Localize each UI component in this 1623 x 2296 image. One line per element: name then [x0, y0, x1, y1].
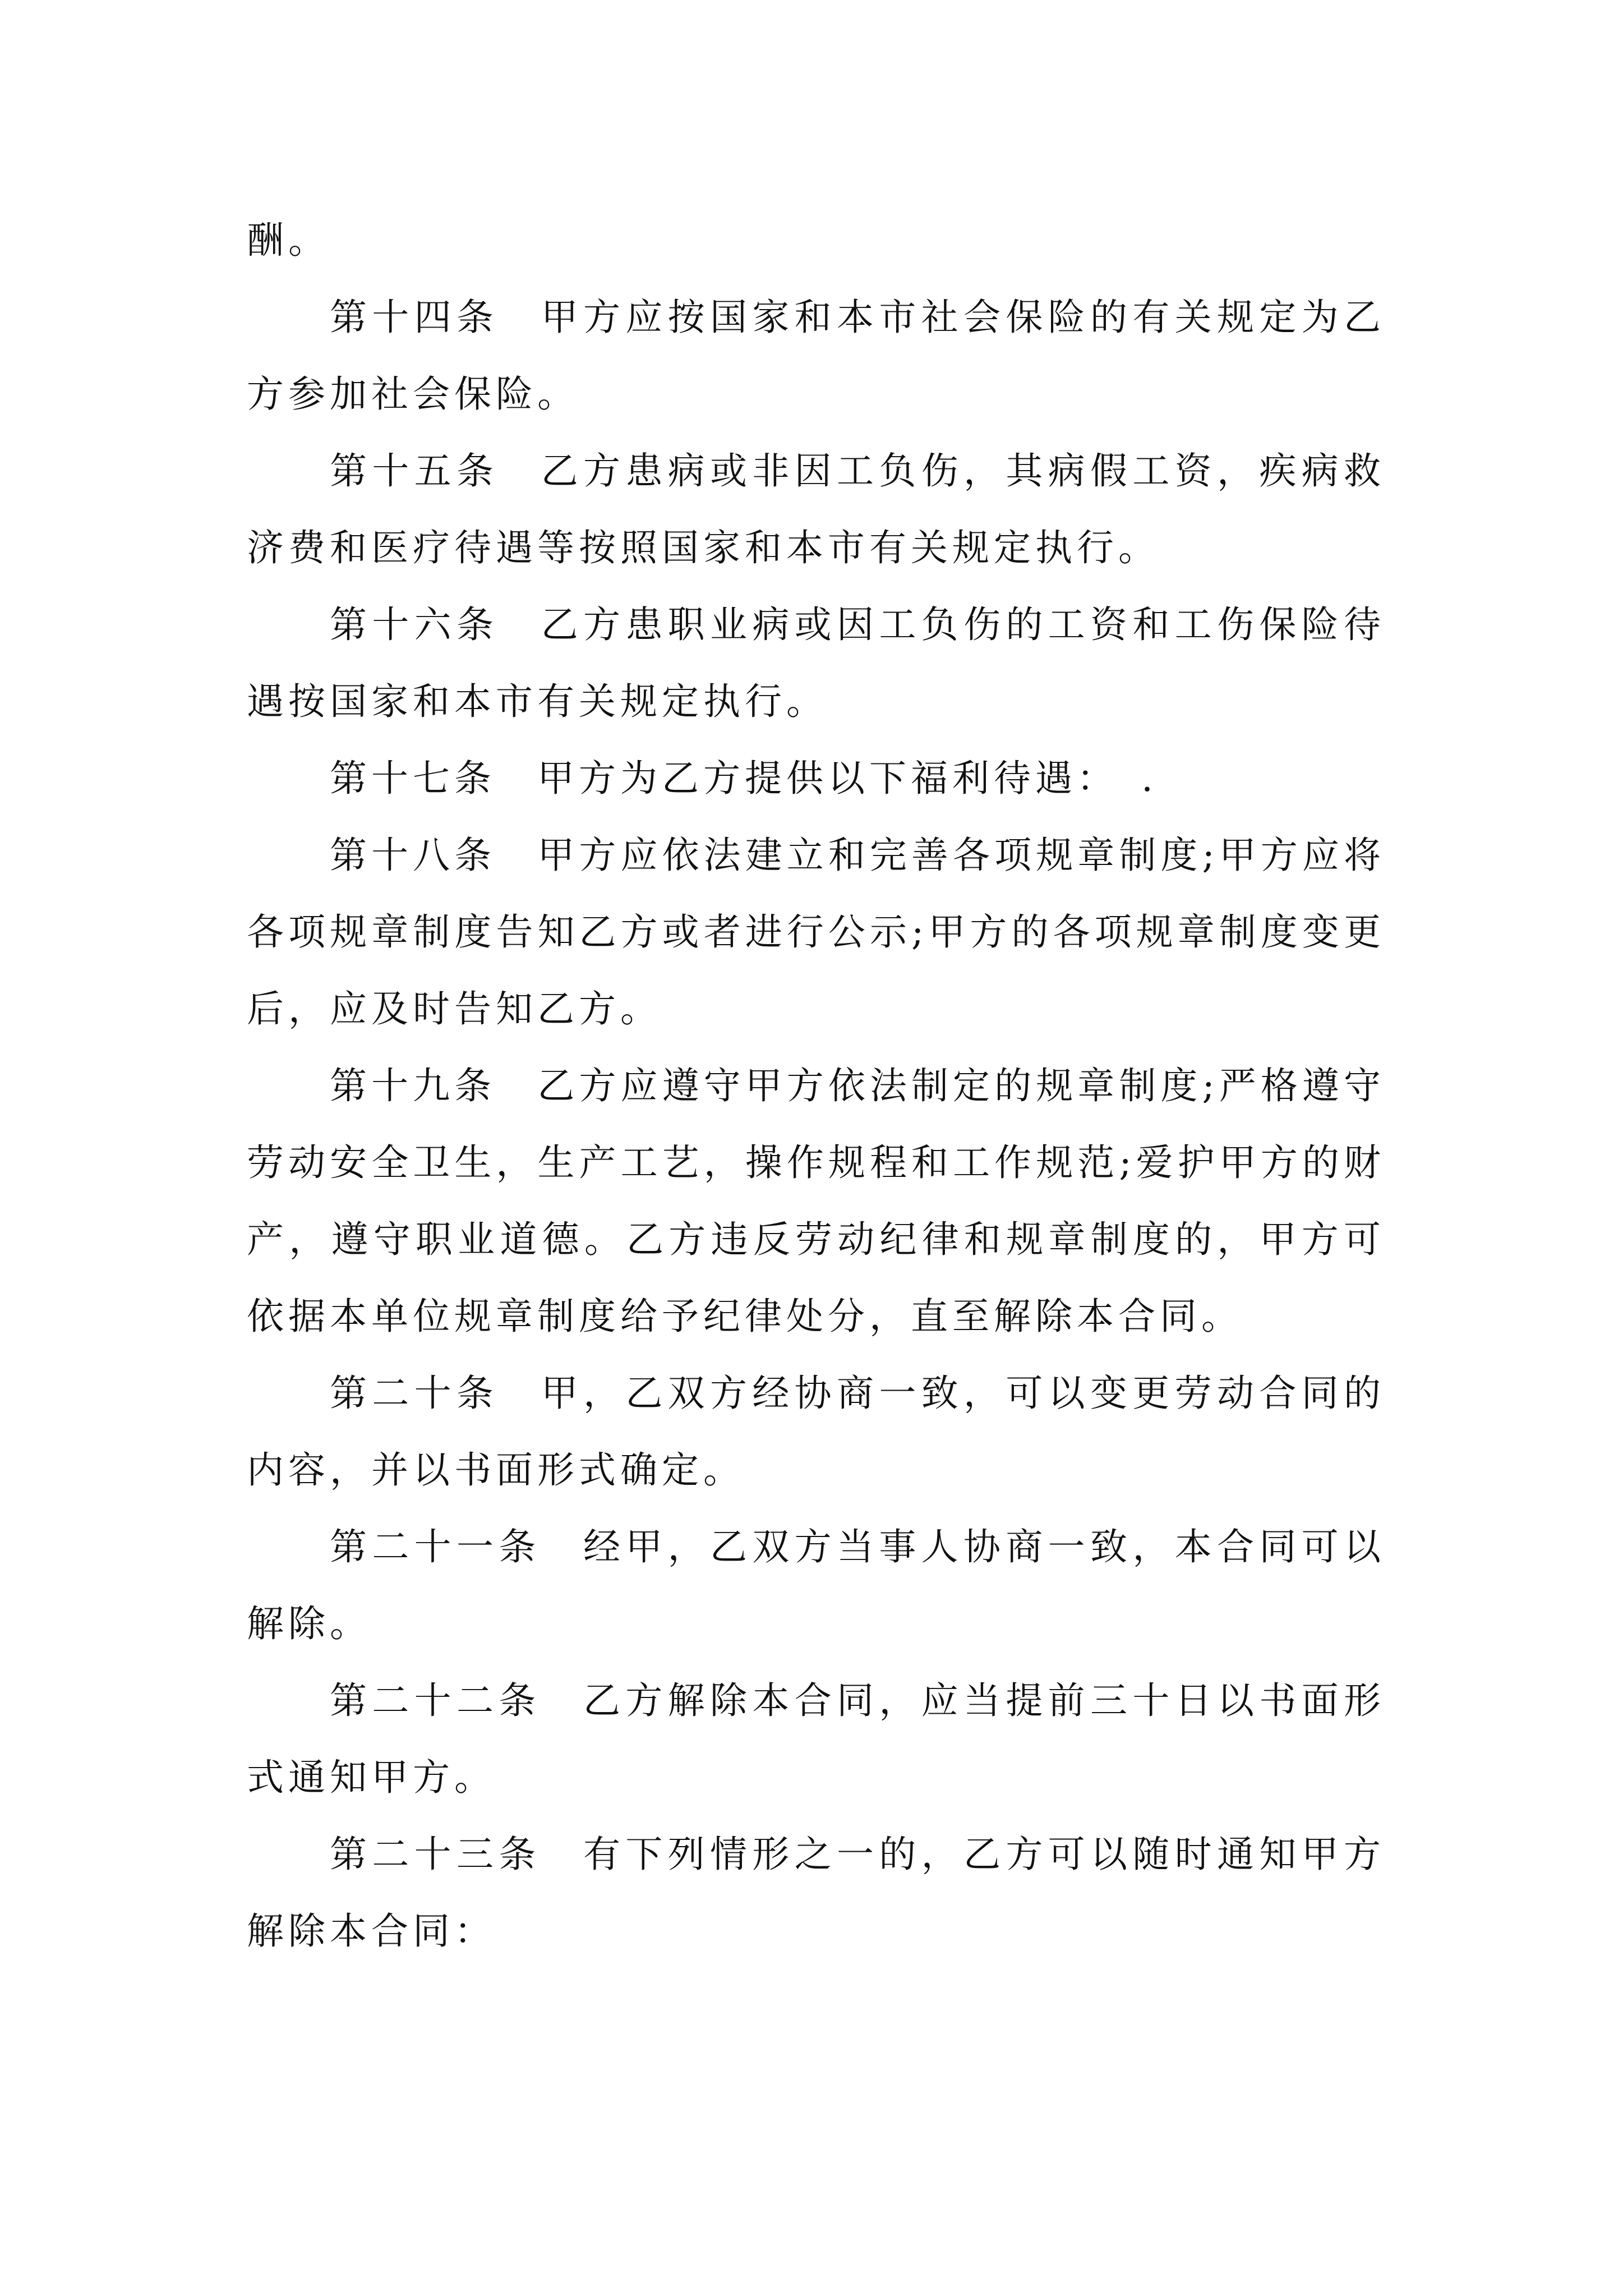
article-21	[247, 1508, 1385, 1662]
document-body	[247, 202, 1385, 1970]
article-number: 第二十二条	[330, 1679, 541, 1722]
article-20	[247, 1355, 1385, 1508]
paragraph-continuation	[247, 202, 1385, 279]
article-number: 第十七条	[330, 757, 496, 800]
article-16	[247, 586, 1385, 740]
article-number: 第二十一条	[330, 1525, 541, 1568]
article-23	[247, 1816, 1385, 1970]
article-22	[247, 1662, 1385, 1816]
article-number: 第十四条	[330, 296, 499, 339]
article-19	[247, 1047, 1385, 1355]
article-text: 甲方应依法建立和完善各项规章制度;甲方应将各项规章制度告知乙方或者进行公示;甲方的各项规章制度变更后，应及时告知乙方。	[247, 834, 1385, 1030]
article-text: 乙方患职业病或因工负伤的工资和工伤保险待遇按国家和本市有关规定执行。	[247, 603, 1386, 723]
article-18	[247, 817, 1385, 1047]
article-text: 甲方应按国家和本市社会保险的有关规定为乙方参加社会保险。	[247, 296, 1386, 416]
article-number: 第十五条	[330, 449, 499, 493]
article-number: 第二十条	[330, 1372, 499, 1415]
article-number: 第十八条	[330, 834, 496, 877]
article-15	[247, 432, 1385, 586]
article-text: 乙方患病或非因工负伤，其病假工资，疾病救济费和医疗待遇等按照国家和本市有关规定执行。	[247, 449, 1386, 569]
article-text: 乙方应遵守甲方依法制定的规章制度;严格遵守劳动安全卫生，生产工艺，操作规程和工作规范;爱护甲方的财产，遵守职业道德。乙方违反劳动纪律和规章制度的，甲方可依据本单位规章制度给予纪律处分，直至解除本合同。	[247, 1064, 1385, 1338]
article-text: 甲，乙双方经协商一致，可以变更劳动合同的内容，并以书面形式确定。	[247, 1372, 1386, 1492]
paragraph-text: 酬。	[247, 219, 330, 262]
article-text: 甲方为乙方提供以下福利待遇： .	[537, 757, 1158, 800]
article-17	[247, 740, 1385, 817]
article-number: 第十六条	[330, 603, 499, 646]
article-14	[247, 279, 1385, 432]
article-text: 经甲，乙双方当事人协商一致，本合同可以解除。	[247, 1525, 1386, 1645]
article-text: 乙方解除本合同，应当提前三十日以书面形式通知甲方。	[247, 1679, 1386, 1799]
article-text: 有下列情形之一的，乙方可以随时通知甲方解除本合同：	[247, 1833, 1386, 1953]
article-number: 第二十三条	[330, 1833, 541, 1876]
article-number: 第十九条	[330, 1064, 496, 1107]
